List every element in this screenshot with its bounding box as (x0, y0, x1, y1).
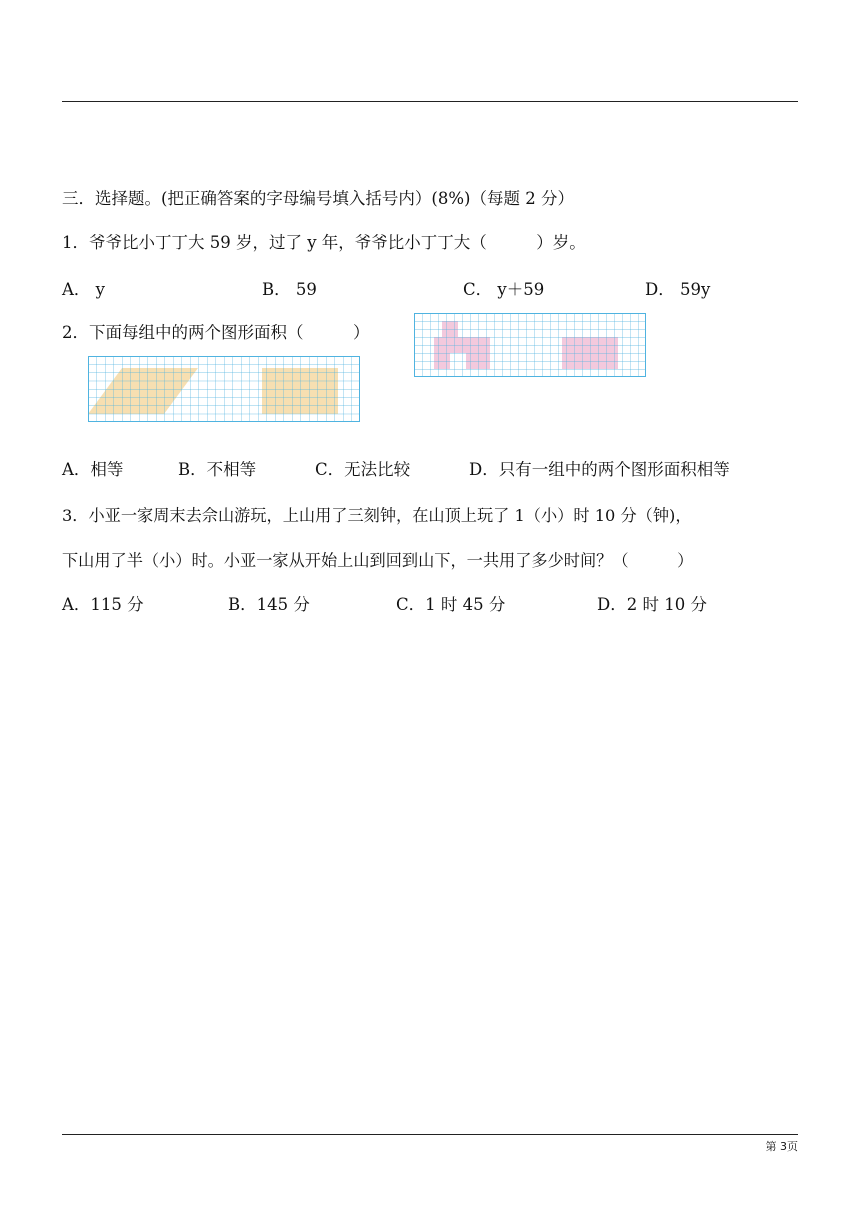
q1-option-c: C． y＋59 (463, 280, 545, 299)
q2-option-b: B．不相等 (178, 460, 257, 479)
q2-option-c: C．无法比较 (315, 460, 411, 479)
header-rule (62, 101, 798, 102)
footer-rule (62, 1134, 798, 1135)
q1-option-a: A． y (62, 280, 105, 299)
page-number: 第 3页 (765, 1140, 798, 1153)
q2-option-a: A．相等 (62, 460, 124, 479)
q3-option-c: C．1 时 45 分 (396, 595, 506, 614)
q3-option-d: D．2 时 10 分 (597, 595, 707, 614)
q3-option-b: B．145 分 (228, 595, 310, 614)
q1-option-d: D． 59y (645, 280, 711, 299)
question-3-text-line-1: 3．小亚一家周末去佘山游玩，上山用了三刻钟，在山顶上玩了 1（小）时 10 分（钟)， (62, 506, 692, 525)
question-3-text-line-2: 下山用了半（小）时。小亚一家从开始上山到回到山下，一共用了多少时间？（ ） (62, 551, 694, 570)
q2-option-d: D．只有一组中的两个图形面积相等 (469, 460, 730, 479)
q1-option-b: B． 59 (262, 280, 317, 299)
grid-figure-group-2 (414, 313, 646, 377)
grid-figure-group-1 (88, 356, 360, 422)
question-1-text: 1．爷爷比小丁丁大 59 岁，过了 y 年，爷爷比小丁丁大（ ）岁。 (62, 233, 586, 252)
q3-option-a: A．115 分 (62, 595, 144, 614)
section-title: 三．选择题。(把正确答案的字母编号填入括号内）(8%)（每题 2 分） (62, 189, 574, 208)
question-2-text: 2．下面每组中的两个图形面积（ ） (62, 323, 370, 342)
